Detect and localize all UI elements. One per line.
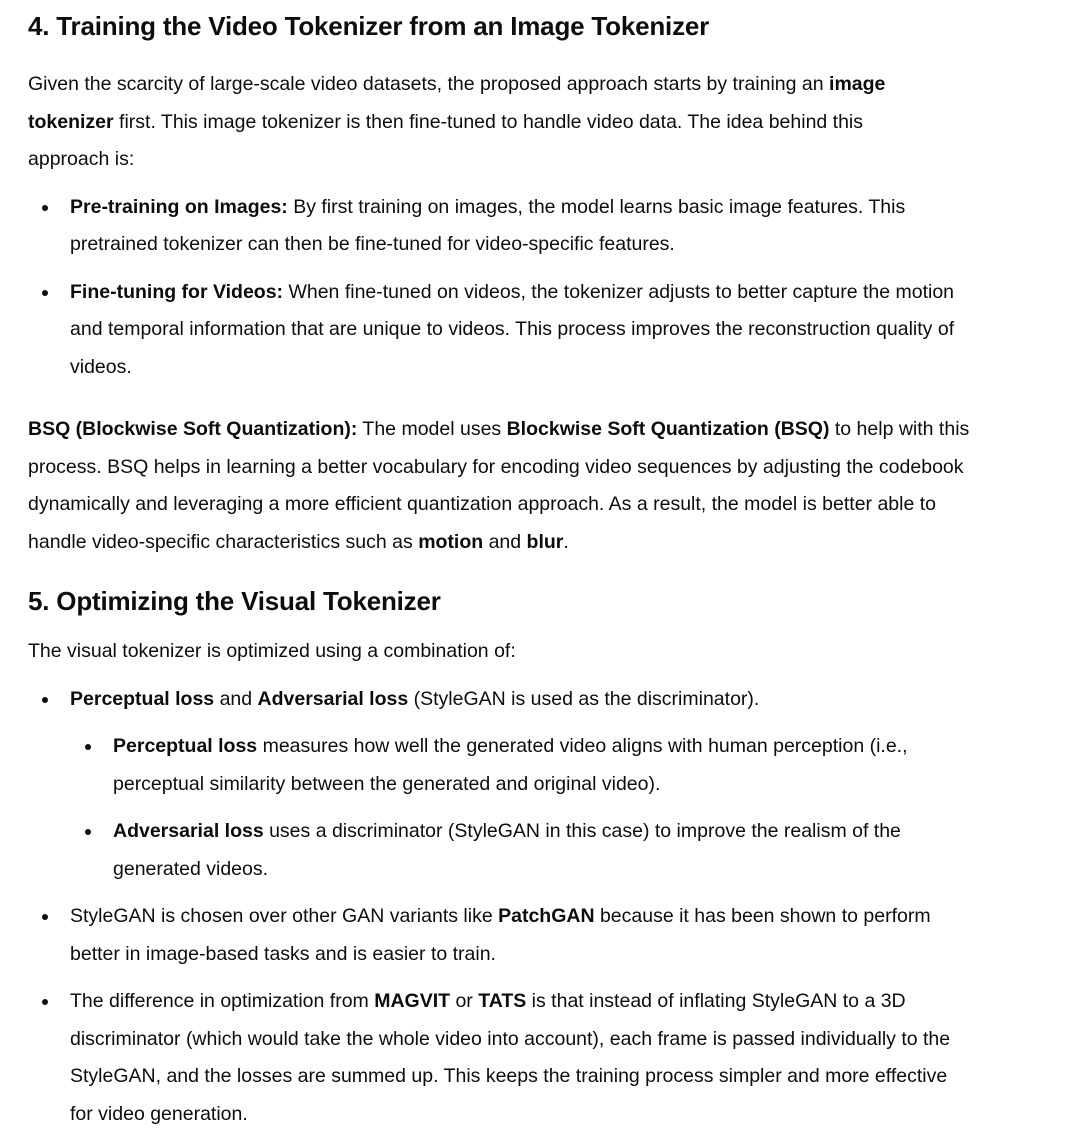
bsq-text-4: . — [563, 530, 569, 553]
intro-bold-image-tokenizer: image tokenizer — [28, 73, 886, 133]
bsq-text-2: to help with this process. BSQ helps in learning a better vocabulary for encoding video sequences by adjusting the codebook dynamically and leveraging a more efficient quantization approach. As a result, the model is better able to handle video-specific characteristics such as — [28, 418, 970, 553]
list-item-text: StyleGAN is chosen over other GAN variants like — [70, 905, 499, 927]
list-item-text: or — [450, 990, 479, 1012]
list-item-bold: Fine-tuning for Videos: — [70, 280, 284, 303]
section-4-heading: 4. Training the Video Tokenizer from an Image Tokenizer — [28, 11, 710, 41]
bsq-bold-blur: blur — [526, 530, 564, 553]
bsq-bold-name: Blockwise Soft Quantization (BSQ) — [506, 418, 830, 440]
list-item-text: (StyleGAN is used as the discriminator). — [408, 687, 760, 710]
sub-list-item-bold: Perceptual loss — [113, 735, 258, 757]
list-item-text: When fine-tuned on videos, the tokenizer adjusts to better capture the motion and temporal information that are unique to videos. This process improves the reconstruction quality of videos. — [70, 280, 955, 378]
list-item-text: By first training on images, the model learns basic image features. This pretrained tokenizer can then be fine-tuned for video-specific features. — [70, 195, 906, 255]
section-5-heading: 5. Optimizing the Visual Tokenizer — [28, 586, 441, 616]
list-item-text: The difference in optimization from — [70, 990, 375, 1012]
bsq-text-1: The model uses — [357, 418, 507, 440]
intro-text-2: first. This image tokenizer is then fine-tuned to handle video data. The idea behind this approach is: — [28, 110, 864, 170]
bsq-bold-motion: motion — [418, 530, 484, 553]
sub-list-item-adversarial — [70, 813, 973, 888]
section-4-bullet-list — [28, 189, 1038, 387]
bsq-bold-title: BSQ (Blockwise Soft Quantization): — [28, 418, 358, 440]
list-item-pretraining — [28, 189, 970, 264]
list-item-losses — [28, 681, 970, 889]
list-item-stylegan-choice — [28, 898, 970, 973]
list-item-finetuning — [28, 274, 970, 387]
losses-sub-list — [70, 728, 970, 888]
section-4-intro — [28, 66, 948, 179]
section-5-intro: The visual tokenizer is optimized using a combination of: — [28, 640, 516, 662]
intro-text-1: Given the scarcity of large-scale video datasets, the proposed approach starts by training an — [28, 73, 830, 95]
list-item-optimization-difference — [28, 983, 970, 1133]
list-item-text: is that instead of inflating StyleGAN to a 3D discriminator (which would take the whole video into account), each frame is passed individually to the StyleGAN, and the losses are summed up. This keeps the training process simpler and more effective for video generation. — [70, 990, 951, 1125]
sub-list-item-bold: Adversarial loss — [113, 820, 264, 842]
sub-list-item-text: uses a discriminator (StyleGAN in this case) to improve the realism of the generated videos. — [113, 820, 901, 880]
list-item-text: and — [214, 687, 258, 710]
sub-list-item-perceptual — [70, 728, 973, 803]
list-item-bold-perceptual: Perceptual loss — [70, 687, 215, 710]
sub-list-item-text: measures how well the generated video aligns with human perception (i.e., perceptual similarity between the generated and original video). — [113, 735, 908, 795]
list-item-bold-magvit: MAGVIT — [374, 990, 451, 1012]
list-item-bold-patchgan: PatchGAN — [498, 905, 595, 927]
list-item-bold-adversarial: Adversarial loss — [257, 687, 409, 710]
bsq-text-3: and — [483, 530, 527, 553]
list-item-bold: Pre-training on Images: — [70, 195, 288, 218]
bsq-paragraph — [28, 411, 978, 561]
list-item-bold-tats: TATS — [478, 990, 527, 1012]
section-5-bullet-list — [28, 681, 1038, 1134]
list-item-text: because it has been shown to perform better in image-based tasks and is easier to train. — [70, 905, 931, 965]
